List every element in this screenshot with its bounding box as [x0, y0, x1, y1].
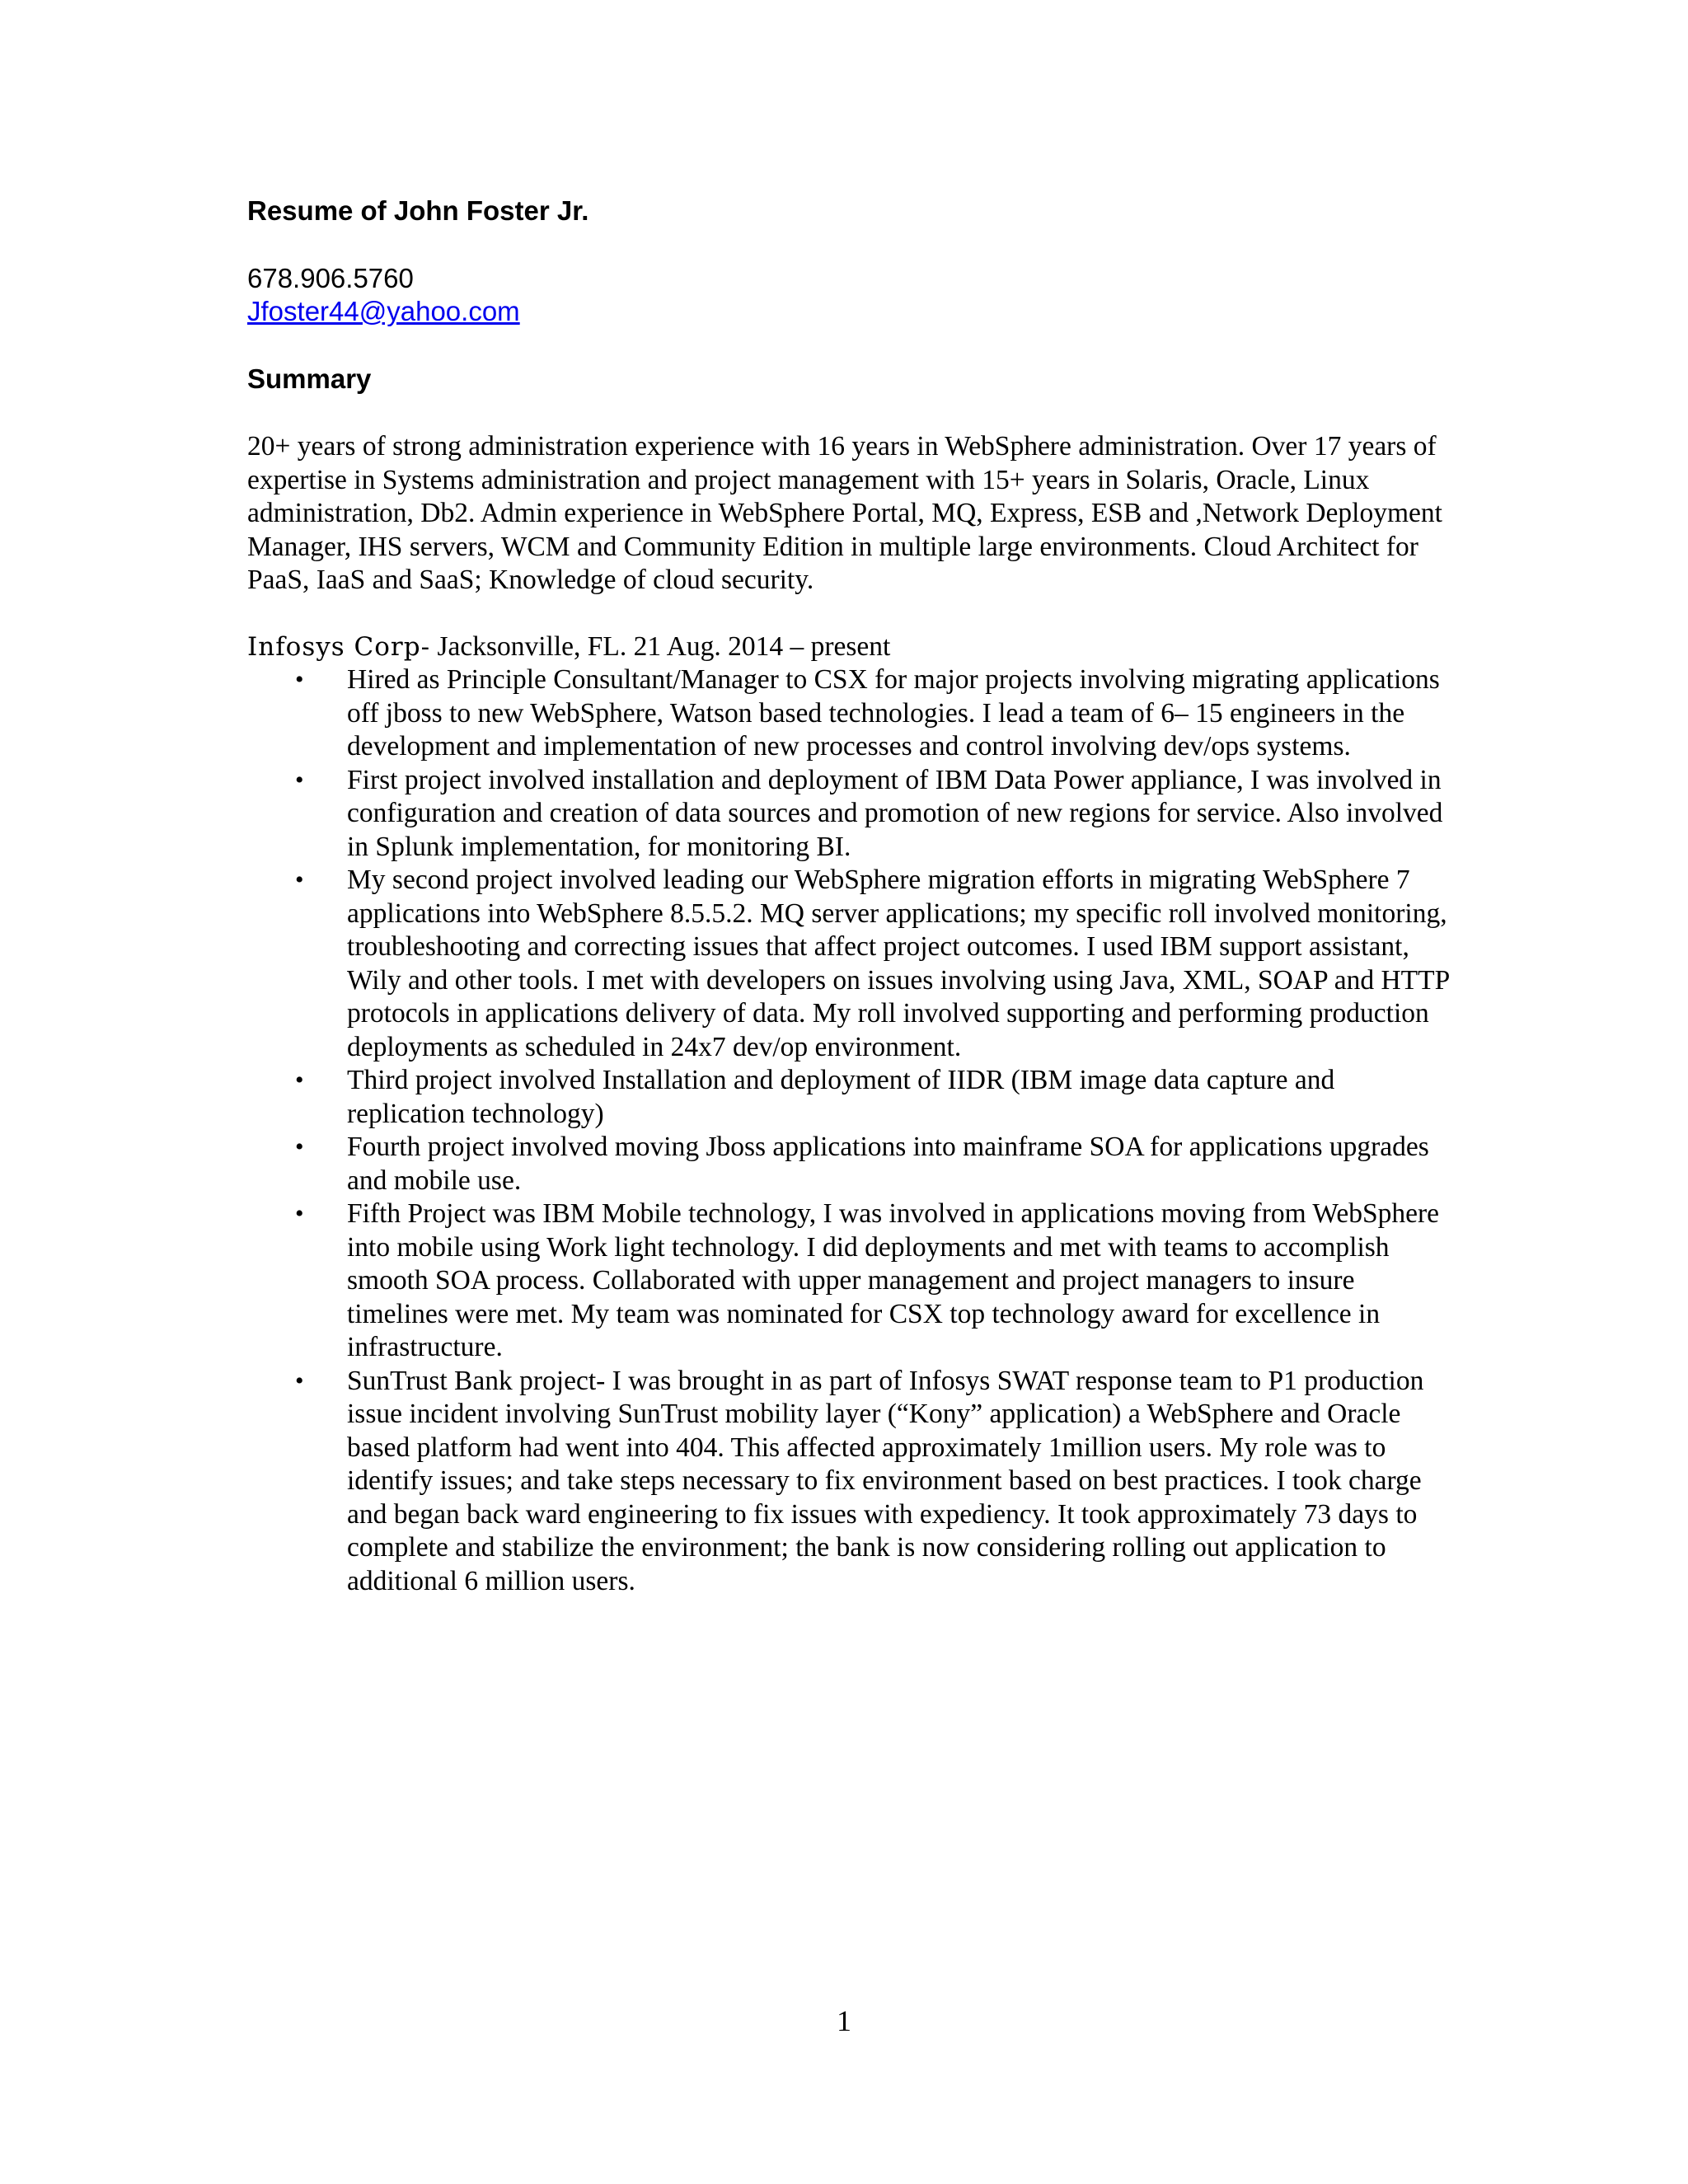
summary-text: 20+ years of strong administration experience with 16 years in WebSphere administration. Over 17 years of expertise in Systems administration and project management with 15+ years in Solaris, Oracle, Linux administration, Db2. Admin experience in WebSphere Portal, MQ, Express, ESB and ,Network Deployment Manager, IHS servers, WCM and Community Edition in multiple large environments. Cloud Architect for PaaS, IaaS and SaaS; Knowledge of cloud security.: [247, 431, 1442, 595]
summary-heading: Summary: [247, 363, 372, 394]
bullet-text: My second project involved leading our WebSphere migration efforts in migrating WebSphere 7 applications into WebSphere 8.5.5.2. MQ server applications; my specific roll involved monitoring, troubleshooting and correcting issues that affect project outcomes. I used IBM support assistant, Wily and other tools. I met with developers on issues involving using Java, XML, SOAP and HTTP protocols in applications delivery of data. My roll involved supporting and performing production deployments as scheduled in 24x7 dev/op environment.: [347, 865, 1449, 1062]
company-name: Infosys Corp-: [247, 631, 431, 662]
job-details: Jacksonville, FL. 21 Aug. 2014 – present: [430, 630, 891, 662]
page-number: 1: [837, 2004, 851, 2037]
bullet-text: First project involved installation and deployment of IBM Data Power appliance, I was involved in configuration and creation of data sources and promotion of new regions for service. Also involved in Splunk implementation, for monitoring BI.: [347, 764, 1443, 862]
bullet-text: Hired as Principle Consultant/Manager to CSX for major projects involving migrating applications off jboss to new WebSphere, Watson based technologies. I lead a team of 6– 15 engineers in the development and implementation of new processes and control involving dev/ops systems.: [347, 664, 1440, 762]
list-item: [247, 1131, 1451, 1197]
bullet-icon: •: [295, 1066, 304, 1094]
job-bullet-list: [247, 663, 1451, 1598]
list-item: [247, 1064, 1451, 1131]
list-item: [247, 764, 1451, 865]
bullet-icon: •: [295, 1366, 304, 1394]
bullet-text: Fourth project involved moving Jboss applications into mainframe SOA for applications upgrades and mobile use.: [347, 1132, 1429, 1196]
email-link[interactable]: Jfoster44@yahoo.com: [247, 296, 520, 326]
bullet-icon: •: [295, 1133, 304, 1160]
bullet-icon: •: [295, 1200, 304, 1227]
bullet-icon: •: [295, 866, 304, 893]
bullet-text: Third project involved Installation and deployment of IIDR (IBM image data capture and replication technology): [347, 1065, 1335, 1129]
list-item: [247, 663, 1451, 764]
resume-title: Resume of John Foster Jr.: [247, 195, 589, 226]
resume-content: [247, 194, 1451, 1598]
list-item: [247, 1197, 1451, 1365]
bullet-text: Fifth Project was IBM Mobile technology, I was involved in applications moving from WebSphere into mobile using Work light technology. I did deployments and met with teams to accomplish smooth SOA process. Collaborated with upper management and project managers to insure timelines were met. My team was nominated for CSX top technology award for excellence in infrastructure.: [347, 1198, 1440, 1362]
bullet-icon: •: [295, 766, 304, 794]
list-item: [247, 1365, 1451, 1599]
phone-number: 678.906.5760: [247, 263, 414, 293]
list-item: [247, 864, 1451, 1064]
job-header: [247, 630, 1451, 664]
bullet-text: SunTrust Bank project- I was brought in as part of Infosys SWAT response team to P1 production issue incident involving SunTrust mobility layer (“Kony” application) a WebSphere and Oracle based platform had went into 404. This affected approximately 1million users. My role was to identify issues; and take steps necessary to fix environment based on best practices. I took charge and began back ward engineering to fix issues with expediency. It took approximately 73 days to complete and stabilize the environment; the bank is now considering rolling out application to additional 6 million users.: [347, 1365, 1424, 1596]
bullet-icon: •: [295, 666, 304, 693]
